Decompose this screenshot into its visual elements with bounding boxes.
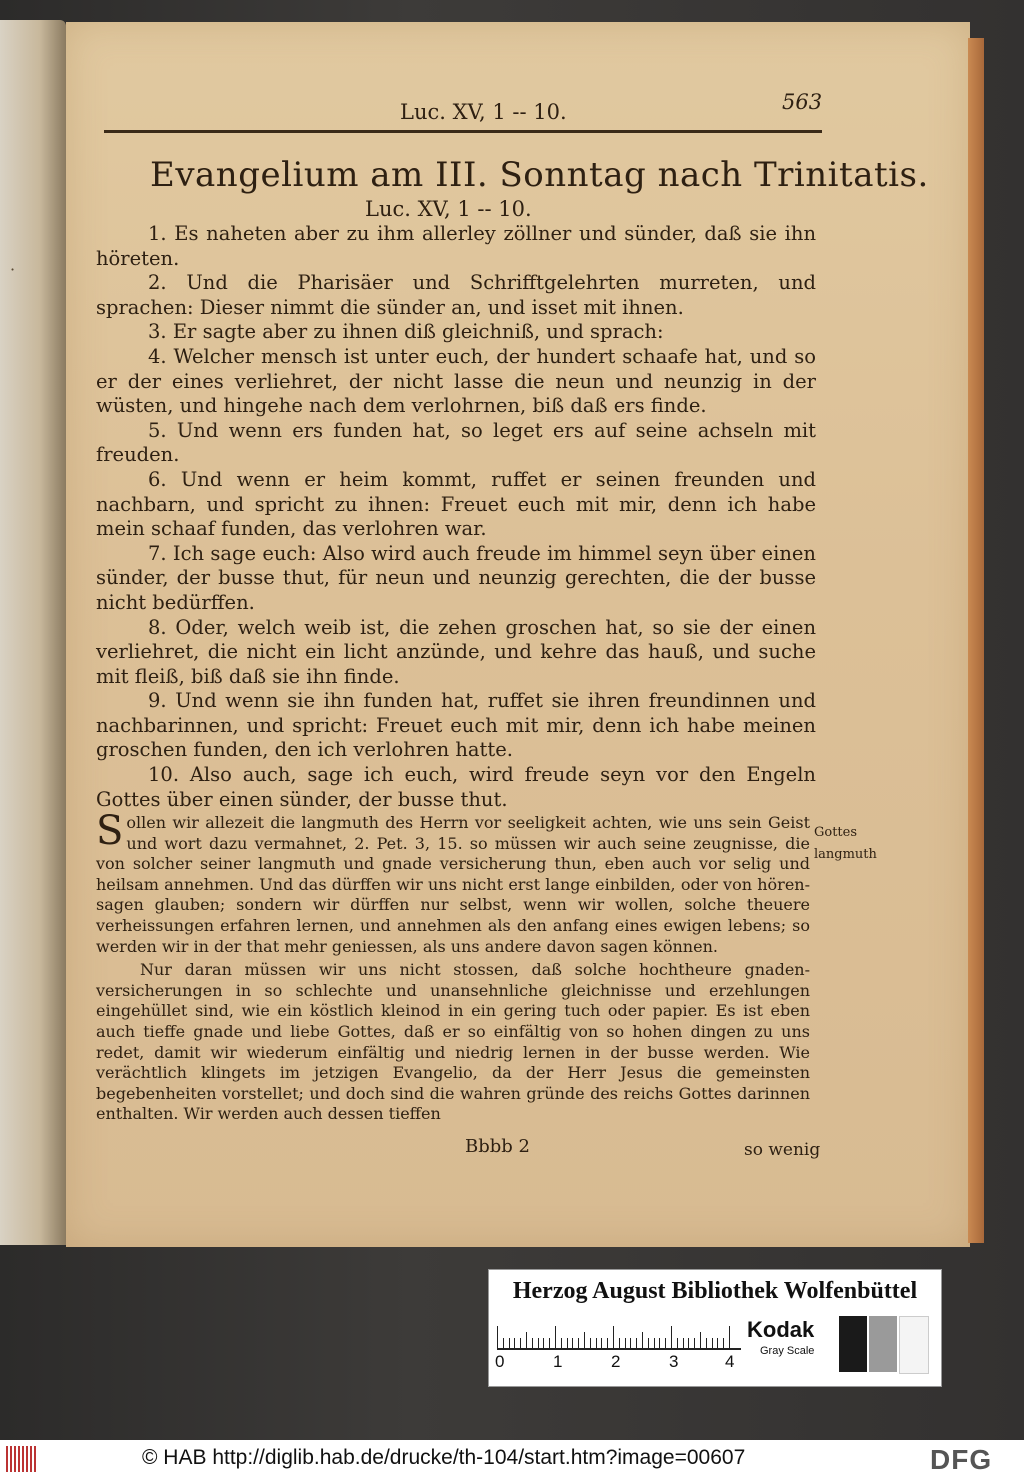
verse-number: 10.	[148, 763, 180, 787]
ruler-tick	[619, 1338, 620, 1348]
commentary-paragraph	[96, 808, 810, 957]
ruler-tick	[625, 1338, 626, 1348]
ruler-tick	[677, 1338, 678, 1348]
ruler-tick	[712, 1338, 713, 1348]
commentary-paragraph: Nur daran müssen wir uns nicht stossen, daß solche hochtheure gnaden-versicherungen in so schlechte und unansehnliche gleichnisse und erzehlungen eingehüllet sind, wie ein köstlich kleinod in ein gering tuch oder papier. Es ist eben auch tieffe gnade und liebe Gottes, daß er so einfältig von so hohen dingen zu uns redet, damit wir wiederum einfältig und niedrig lernen in der busse werden. Wie verächtlich klingets im jetzigen Evangelio, da der Herr Jesus die gemeinsten begebenheiten vorstellet; und doch sind die wahren gründe des reichs Gottes darinnen enthalten. Wir werden auch dessen tieffen	[96, 960, 810, 1124]
verse	[96, 271, 816, 320]
gray-swatch	[869, 1316, 897, 1372]
ruler-tick	[578, 1338, 579, 1348]
verse	[96, 345, 816, 419]
page-number: 563	[782, 90, 823, 114]
ruler-tick	[584, 1332, 585, 1348]
verse-number: 5.	[148, 418, 167, 442]
verse	[96, 763, 816, 812]
ruler-tick	[706, 1338, 707, 1348]
ruler-tick	[526, 1332, 527, 1348]
verse-text: Und wenn er heim kommt, ruffet er seinen freunden und nachbarn, und spricht zu ihnen: Freuet euch mit mir, denn ich habe mein schaaf funden, das verlohren war.	[96, 467, 817, 541]
ruler-tick	[729, 1326, 730, 1348]
commentary-text: ollen wir allezeit die langmuth des Herrn vor seeligkeit achten, wie uns sein Geist und wort dazu vermahnet, 2. Pet. 3, 15. so müssen wir auch seine zeugnisse, die von solcher seiner langmuth und gnade versicherung thun, eben auch vor selig und heilsam annehmen. Und das dürffen wir uns nicht erst lange einbilden, oder von hören-sagen glauben; sondern wir dürffen nur selbst, wenn wir wollen, solche theuere verheissungen erfahren lernen, und annehmen als den anfang eines ewigen lebens; so werden wir in der that mehr geniessen, als uns andere davon sagen können.	[96, 813, 810, 956]
black-swatch	[839, 1316, 867, 1372]
ruler-tick	[648, 1338, 649, 1348]
verse-number: 8.	[148, 615, 167, 639]
ruler-tick	[671, 1326, 672, 1348]
facing-page-edge	[0, 20, 66, 1245]
ruler-tick	[532, 1338, 533, 1348]
scripture-reference: Luc. XV, 1 -- 10.	[365, 197, 532, 221]
library-name: Herzog August Bibliothek Wolfenbüttel	[512, 1278, 918, 1304]
verse-text: Und wenn ers funden hat, so leget ers auf seine achseln mit freuden.	[96, 418, 817, 467]
verse	[96, 222, 816, 271]
margin-note-line: Gottes	[814, 825, 858, 840]
ruler-label: 0	[495, 1352, 505, 1371]
margin-note-line: langmuth	[814, 847, 877, 862]
kodak-brand: Kodak	[747, 1317, 815, 1342]
ruler-tick	[642, 1332, 643, 1348]
verse	[96, 542, 816, 616]
page-title: Evangelium am III. Sonntag nach Trinitatis.	[150, 155, 929, 195]
ruler-tick	[683, 1338, 684, 1348]
ruler-label: 1	[553, 1352, 563, 1371]
ruler-tick	[514, 1338, 515, 1348]
ruler-tick	[572, 1338, 573, 1348]
catchword: so wenig	[744, 1140, 821, 1160]
ruler-tick	[549, 1338, 550, 1348]
ruler-tick	[509, 1338, 510, 1348]
verse-text: Es naheten aber zu ihm allerley zöllner und sünder, daß sie ihn höreten.	[96, 222, 816, 270]
verse	[96, 419, 816, 468]
verse	[96, 320, 816, 345]
ruler	[497, 1318, 741, 1350]
ruler-label: 4	[725, 1352, 735, 1371]
ruler-tick	[520, 1338, 521, 1348]
verse-number: 1.	[148, 222, 167, 245]
ruler-tick	[567, 1338, 568, 1348]
page-edge	[968, 38, 984, 1243]
ruler-tick	[717, 1338, 718, 1348]
ruler-tick	[630, 1338, 631, 1348]
ruler-tick	[555, 1326, 556, 1348]
ruler-tick	[636, 1338, 637, 1348]
ruler-tick	[665, 1338, 666, 1348]
verse	[96, 616, 816, 690]
verse-text: Und wenn sie ihn funden hat, ruffet sie ihren freundinnen und nachbarinnen, und spricht: Freuet euch mit mir, denn ich habe meinen groschen funden, den ich verlohren hatte.	[96, 689, 816, 762]
ruler-tick	[694, 1338, 695, 1348]
ruler-tick	[543, 1338, 544, 1348]
verse-number: 4.	[148, 344, 167, 368]
signature-mark: Bbbb 2	[465, 1136, 530, 1157]
gray-scale-label: Gray Scale	[760, 1345, 815, 1357]
color-calibration-card	[488, 1269, 942, 1387]
ruler-tick	[607, 1338, 608, 1348]
footer-copyright-link[interactable]: © HAB http://diglib.hab.de/drucke/th-104/start.htm?image=00607	[142, 1446, 746, 1469]
verse	[96, 468, 816, 542]
ruler-tick	[688, 1338, 689, 1348]
verse-text: Ich sage euch: Also wird auch freude im himmel seyn über einen sünder, der busse thut, für neun und neunzig gerechten, die der busse nicht bedürffen.	[96, 541, 816, 614]
drop-cap: S	[96, 808, 124, 854]
verse-number: 7.	[148, 541, 167, 565]
ruler-tick	[700, 1332, 701, 1348]
margin-note	[814, 822, 877, 866]
edge-fragment: ·	[10, 260, 16, 279]
verse-text: Oder, welch weib ist, die zehen groschen hat, so sie der einen verliehret, die nicht ein licht anzünde, und kehre das hauß, und suche mit fleiß, biß daß sie ihn finde.	[96, 615, 817, 688]
ruler-tick	[654, 1338, 655, 1348]
ruler-tick	[590, 1338, 591, 1348]
ruler-tick	[723, 1338, 724, 1348]
verse-number: 3.	[148, 320, 167, 344]
verse-list	[96, 222, 816, 812]
ruler-tick	[613, 1326, 614, 1348]
ruler-tick	[601, 1338, 602, 1348]
ruler-tick	[538, 1338, 539, 1348]
verse-text: Er sagte aber zu ihnen diß gleichniß, und sprach:	[172, 320, 664, 344]
white-swatch	[899, 1316, 929, 1374]
verse-number: 9.	[148, 689, 167, 713]
verse-text: Welcher mensch ist unter euch, der hundert schaafe hat, und so er der eines verliehret, der nicht lasse die neun und neunzig in der wüsten, und hingehe nach dem verlohrnen, biß daß ers finde.	[96, 344, 816, 418]
verse-text: Also auch, sage ich euch, wird freude seyn vor den Engeln Gottes über einen sünder, der busse thut.	[96, 763, 816, 811]
barcode-icon	[6, 1446, 38, 1472]
ruler-label: 3	[669, 1352, 679, 1371]
running-header: Luc. XV, 1 -- 10.	[400, 100, 567, 124]
ruler-label: 2	[611, 1352, 621, 1371]
verse-number: 6.	[148, 467, 167, 491]
ruler-tick	[561, 1338, 562, 1348]
ruler-tick	[497, 1326, 498, 1348]
commentary	[96, 808, 810, 1125]
ruler-tick	[596, 1338, 597, 1348]
verse	[96, 689, 816, 763]
verse-number: 2.	[148, 271, 167, 295]
footer-bar	[0, 1440, 1024, 1478]
ruler-tick	[503, 1338, 504, 1348]
dfg-logo: DFG	[930, 1444, 993, 1475]
header-rule	[104, 130, 822, 133]
ruler-tick	[659, 1338, 660, 1348]
verse-text: Und die Pharisäer und Schrifftgelehrten murreten, und sprachen: Dieser nimmt die sünder an, und isset mit ihnen.	[96, 271, 816, 319]
